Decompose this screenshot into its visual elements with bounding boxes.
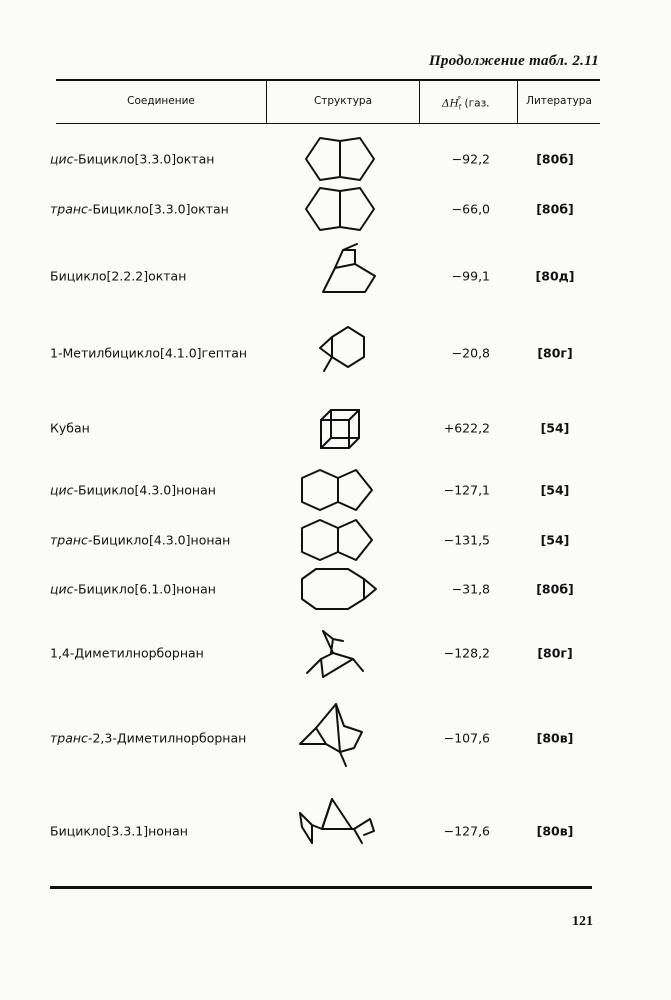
compound-name	[50, 824, 188, 839]
heat-value: −128,2	[443, 645, 490, 661]
name-main: Бицикло[3.3.1]нонан	[50, 823, 188, 839]
heat-value: −131,5	[443, 532, 490, 548]
literature-ref: [80б]	[536, 201, 574, 217]
literature-ref: [80б]	[536, 581, 574, 597]
compound-name	[50, 731, 246, 746]
table-continuation-caption: Продолжение табл. 2.11	[428, 53, 599, 69]
heat-symbol: ΔH	[442, 97, 459, 110]
fused-bicyclic-5-5-icon	[300, 185, 384, 233]
compound-name	[50, 582, 216, 597]
fused-bicyclic-5-5-icon	[300, 135, 384, 183]
name-prefix: цис-	[50, 151, 79, 167]
heat-value: −127,6	[443, 823, 490, 839]
bicyclononane-icon	[296, 795, 380, 867]
heat-phase: (газ.	[461, 97, 490, 110]
name-main: Бицикло[3.3.0]октан	[78, 151, 215, 167]
compound-name	[50, 646, 204, 661]
name-prefix: цис-	[50, 581, 79, 597]
heat-value: −31,8	[451, 581, 490, 597]
name-prefix: транс-	[50, 730, 93, 746]
compound-name	[50, 346, 247, 361]
table-top-rule	[56, 79, 600, 81]
compound-name	[50, 483, 216, 498]
hydrindane-icon	[298, 466, 382, 514]
literature-ref: [80г]	[537, 645, 573, 661]
name-prefix: транс-	[50, 201, 93, 217]
heat-value: −127,1	[443, 482, 490, 498]
literature-ref: [80б]	[536, 151, 574, 167]
literature-ref: [54]	[540, 482, 570, 498]
literature-ref: [80д]	[535, 268, 575, 284]
name-main: 1-Метилбициклo[4.1.0]гептан	[50, 345, 248, 361]
cubane-icon	[315, 406, 365, 454]
dimethylnorbornane-icon	[303, 625, 369, 685]
compound-name	[50, 202, 229, 217]
compound-name	[50, 533, 230, 548]
methylnorcarane-icon	[310, 323, 376, 383]
header-structure: Структура	[313, 95, 373, 107]
heat-value: −66,0	[451, 201, 490, 217]
name-main: 2,3-Диметилнорборнан	[92, 730, 247, 746]
name-main: Бицикло[2.2.2]октан	[50, 268, 187, 284]
literature-ref: [54]	[540, 420, 570, 436]
name-prefix: транс-	[50, 532, 93, 548]
heat-value: −92,2	[451, 151, 490, 167]
table-bottom-rule	[50, 886, 592, 889]
literature-ref: [80г]	[537, 345, 573, 361]
heat-value: −20,8	[451, 345, 490, 361]
literature-ref: [54]	[540, 532, 570, 548]
literature-ref: [80в]	[536, 730, 574, 746]
heat-value: −99,1	[451, 268, 490, 284]
header-compound: Соединение	[127, 95, 195, 107]
name-main: Бицикло[4.3.0]нонан	[78, 482, 216, 498]
heat-value: −107,6	[443, 730, 490, 746]
heat-value: +622,2	[443, 420, 490, 436]
bicyclooctane-icon	[315, 240, 381, 300]
name-main: Бицикло[4.3.0]нонан	[92, 532, 231, 548]
hydrindane-icon	[298, 516, 382, 564]
cyclooctane-cyclopropane-icon	[298, 565, 390, 613]
page-number: 121	[572, 914, 593, 929]
heat-subscript: f	[458, 103, 462, 112]
literature-ref: [80в]	[536, 823, 574, 839]
name-main: 1,4-Диметилнорборнан	[50, 645, 204, 661]
header-heat-of-formation	[420, 95, 517, 112]
name-main: Бицикло[6.1.0]нонан	[78, 581, 216, 597]
header-literature: Литература	[526, 95, 592, 107]
header-bottom-rule	[56, 123, 600, 124]
name-main: Бицикло[3.3.0]октан	[92, 201, 229, 217]
dimethylnorbornane-23-icon	[298, 700, 374, 774]
heat-superscript: °	[457, 95, 462, 104]
compound-name	[50, 152, 214, 167]
name-main: Кубан	[50, 420, 90, 436]
name-prefix: цис-	[50, 482, 79, 498]
compound-name	[50, 421, 90, 436]
compound-name	[50, 269, 186, 284]
